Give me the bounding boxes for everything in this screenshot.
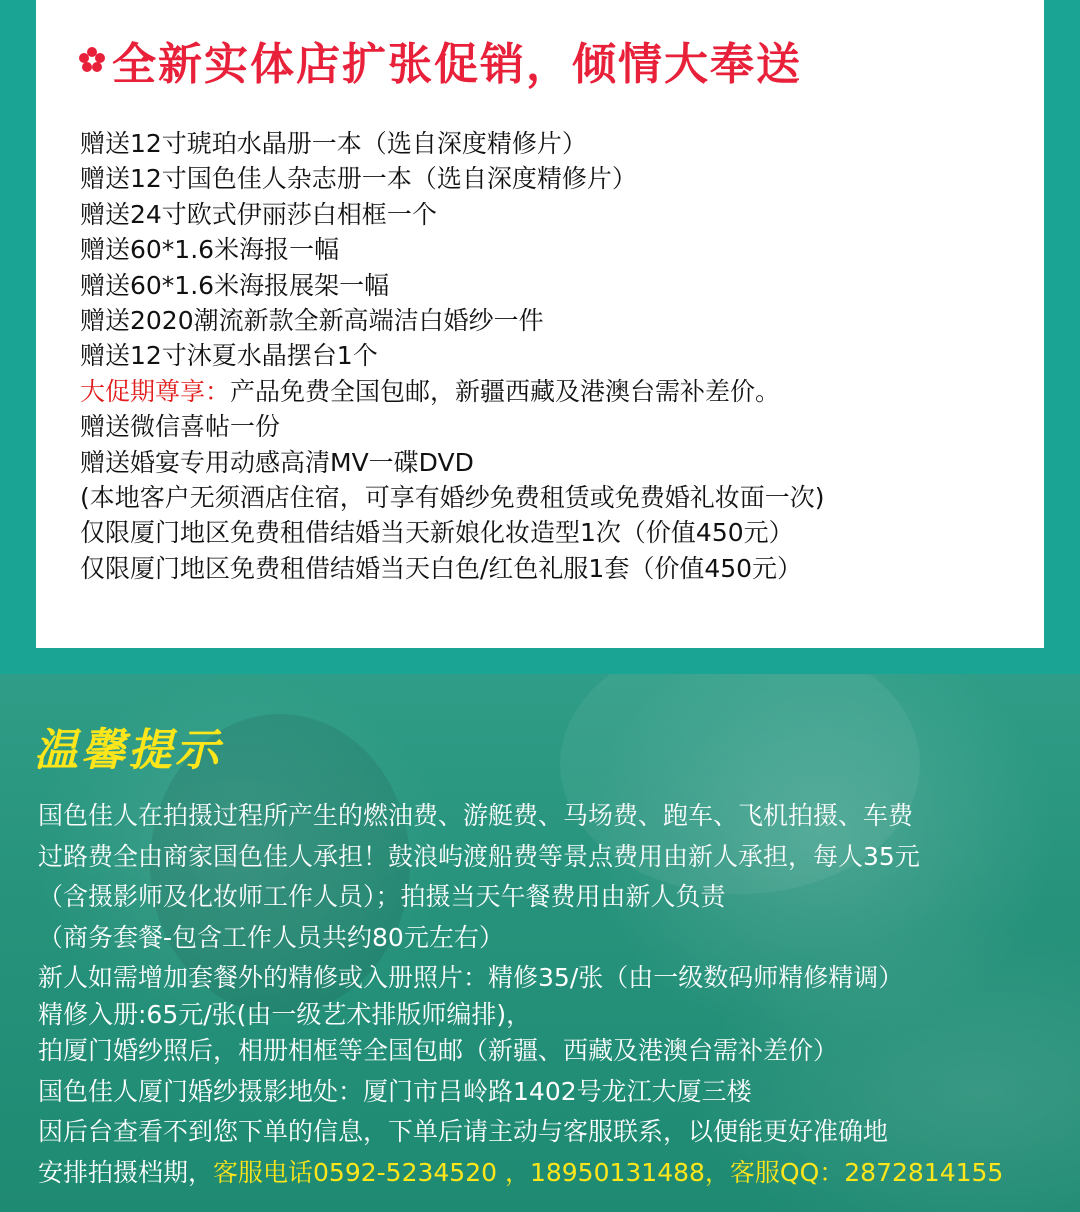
- tip-line: 拍厦门婚纱照后，相册相框等全国包邮（新疆、西藏及港澳台需补差价）: [38, 1035, 839, 1065]
- tip-line: （含摄影师及化妆师工作人员）；拍摄当天午餐费用由新人负责: [38, 882, 726, 912]
- gift-item: 赠送12寸琥珀水晶册一本（选自深度精修片）: [80, 129, 587, 158]
- gift-item: 赠送12寸沐夏水晶摆台1个: [80, 341, 378, 371]
- contact-info: 客服电话0592-5234520 ，18950131488，客服QQ：2872814155: [213, 1157, 1004, 1187]
- tip-line: 精修入册:65元/张(由一级艺术排版师编排)，: [38, 999, 532, 1029]
- tips-section: [0, 674, 1080, 1212]
- gift-item: 赠送微信喜帖一份: [80, 412, 281, 442]
- tip-contact-line: [38, 1153, 1003, 1194]
- promo-heading: [78, 30, 802, 90]
- tip-line: 新人如需增加套餐外的精修或入册照片：精修35/张（由一级数码师精修精调）: [38, 963, 904, 993]
- tip-line: 国色佳人在拍摄过程所产生的燃油费、游艇费、马场费、跑车、飞机拍摄、车费: [38, 801, 914, 830]
- highlight-item: [80, 374, 825, 409]
- tips-list: [38, 796, 1003, 1193]
- gift-item: 赠送12寸国色佳人杂志册一本（选自深度精修片）: [80, 164, 637, 194]
- gift-item: 仅限厦门地区免费租借结婚当天新娘化妆造型1次（价值450元）: [80, 518, 794, 548]
- promo-title: 全新实体店扩张促销，倾情大奉送: [112, 39, 802, 90]
- tips-title: 温馨提示: [34, 725, 222, 776]
- tip-line: 过路费全由商家国色佳人承担！鼓浪屿渡船费等景点费用由新人承担，每人35元: [38, 841, 920, 871]
- highlight-label: 大促期尊享：: [80, 376, 231, 406]
- gift-item: 赠送婚宴专用动感高清MV一碟DVD: [80, 447, 474, 477]
- gift-list: [80, 126, 825, 586]
- flower-icon: [78, 46, 106, 74]
- tip-line: 因后台查看不到您下单的信息，下单后请主动与客服联系，以便能更好准确地: [38, 1117, 889, 1147]
- highlight-text: 产品免费全国包邮，新疆西藏及港澳台需补差价。: [230, 376, 781, 406]
- gift-item: 赠送2020潮流新款全新高端洁白婚纱一件: [80, 305, 544, 335]
- gift-item: 仅限厦门地区免费租借结婚当天白色/红色礼服1套（价值450元）: [80, 553, 803, 583]
- gift-item: (本地客户无须酒店住宿，可享有婚纱免费租赁或免费婚礼妆面一次): [80, 482, 825, 512]
- contact-prefix: 安排拍摄档期，: [38, 1157, 214, 1187]
- tip-line: 国色佳人厦门婚纱摄影地处：厦门市吕岭路1402号龙江大厦三楼: [38, 1076, 752, 1106]
- gift-item: 赠送60*1.6米海报一幅: [80, 235, 340, 265]
- tip-line: （商务套餐-包含工作人员共约80元左右）: [38, 922, 504, 952]
- gift-item: 赠送60*1.6米海报展架一幅: [80, 270, 390, 300]
- gift-item: 赠送24寸欧式伊丽莎白相框一个: [80, 199, 437, 229]
